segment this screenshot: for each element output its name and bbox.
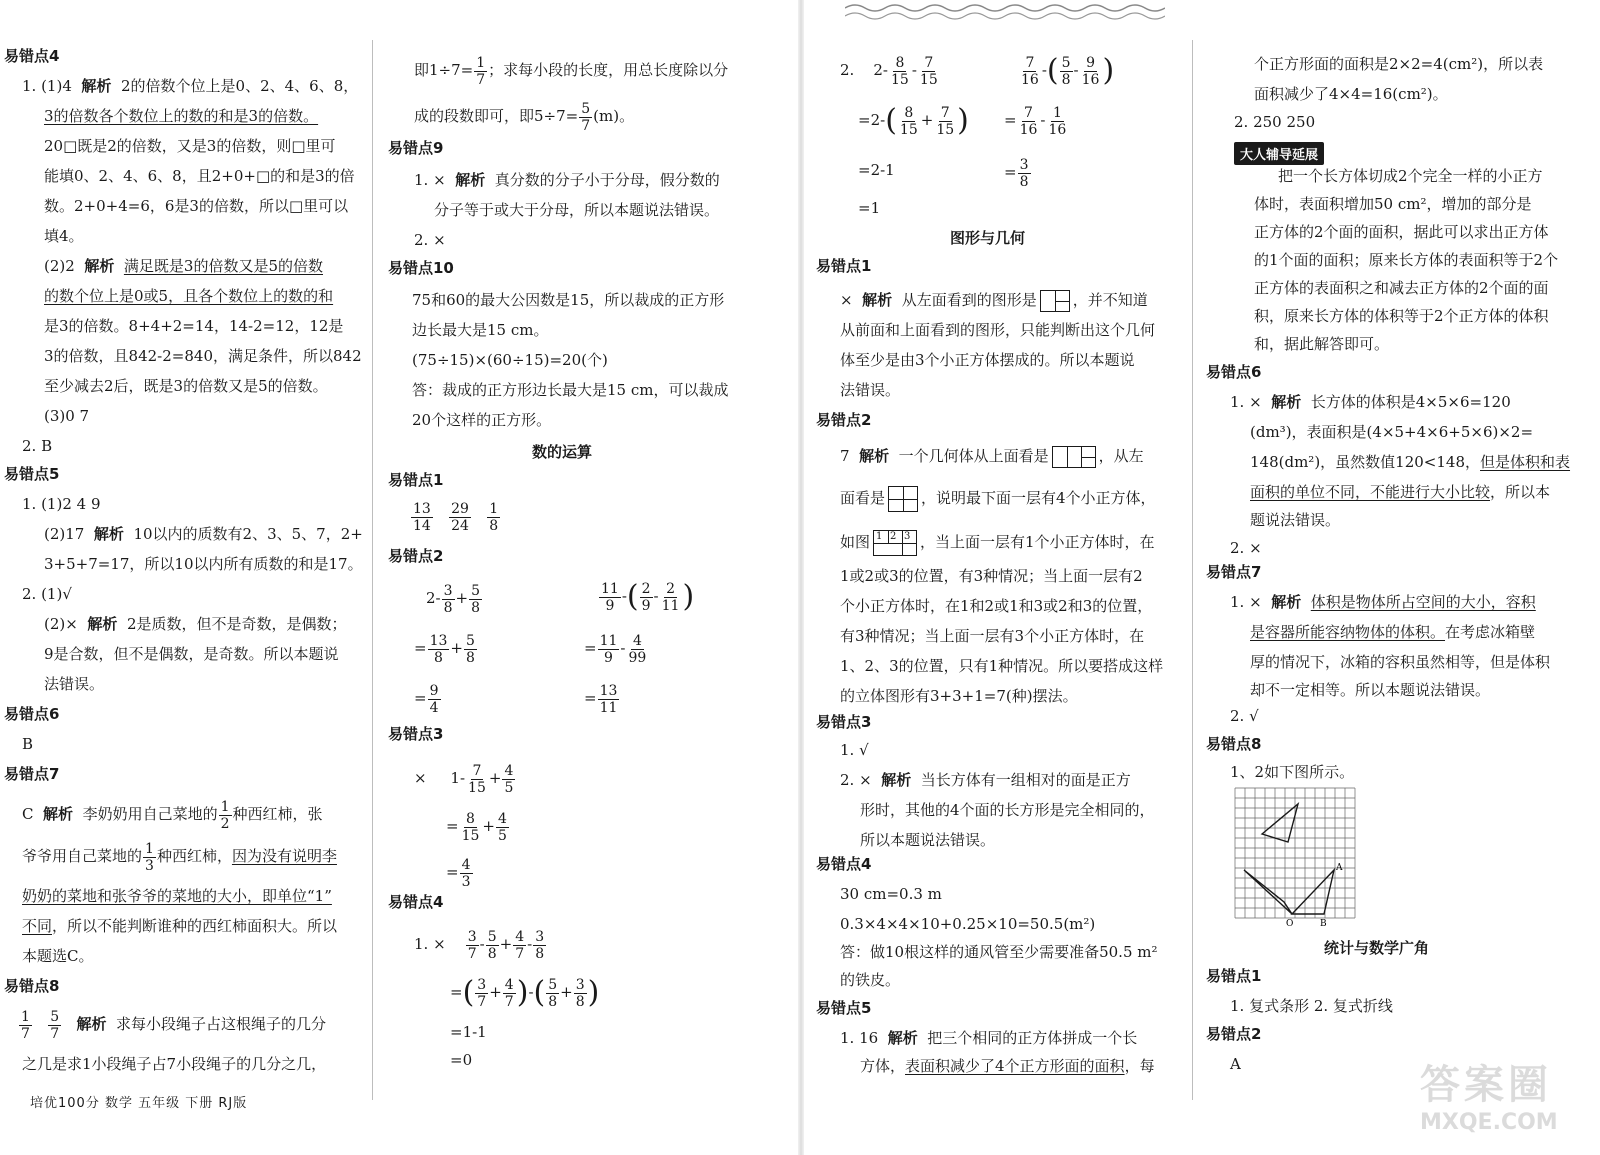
- answer-line: 3的倍数各个数位上的数的和是3的倍数。: [44, 107, 319, 125]
- fraction-answers: $\frac{13}{14}$ $\frac{29}{24}$ $\frac{1}{8}$: [413, 500, 499, 534]
- answer-line: 2. ×: [414, 231, 446, 249]
- answer-line: 爷爷用自己菜地的 $\frac{1}{3}$ 种西红柿，因为没有说明李: [22, 840, 337, 874]
- equation-line: =2-( $\frac{8}{15}$ + $\frac{7}{15}$ ): [858, 103, 969, 138]
- answer-line: 的数个位上是0或5，且各个数位上的数的和: [44, 287, 334, 305]
- answer-line: 2. B: [22, 437, 53, 455]
- answer-line: 如图 1 2 3 ，当上面一层有1个小正方体时，在: [840, 530, 1155, 556]
- answer-line: 从前面和上面看到的图形，只能判断出这个几何: [840, 321, 1156, 339]
- triangle-shape-right: [1292, 870, 1334, 914]
- answer-line: 填4。: [44, 227, 84, 245]
- answer-line: B: [22, 735, 34, 753]
- heading-error-4: 易错点4: [816, 855, 872, 873]
- equation-line: $\frac{7}{16}$ -( $\frac{5}{8}$ - $\frac{9}{16}$ ): [1021, 53, 1115, 88]
- heading-error-8: 易错点8: [4, 977, 60, 995]
- answer-line: 2. 250 250: [1234, 113, 1316, 131]
- equation-line: =2-1: [858, 161, 895, 179]
- heading-error-8: 易错点8: [1206, 735, 1262, 753]
- column-1: [0, 0, 370, 1155]
- answer-line: 20个这样的正方形。: [412, 411, 552, 429]
- answer-line: 1. (1)2 4 9: [22, 495, 101, 513]
- answer-line: 却不一定相等。所以本题说法错误。: [1250, 681, 1491, 699]
- answer-line: 75和60的最大公因数是15，所以裁成的正方形: [412, 291, 725, 309]
- answer-line: 方体，表面积减少了4个正方形面的面积，每: [860, 1057, 1155, 1075]
- heading-error-2: 易错点2: [816, 411, 872, 429]
- heading-error-2: 易错点2: [388, 547, 444, 565]
- equation-line: = $\frac{3}{8}$: [1004, 156, 1029, 190]
- answer-line: 的立体图形有3+3+1=7(种)摆法。: [840, 687, 1078, 705]
- answer-line: $\frac{1}{7}$ $\frac{5}{7}$ 解析 求每小段绳子占这根绳子的几分: [21, 1008, 327, 1042]
- answer-line: 题说法错误。: [1250, 511, 1341, 529]
- page-footer: 培优100分 数学 五年级 下册 RJ版: [30, 1096, 248, 1111]
- answer-line: 2. √: [1230, 707, 1259, 725]
- heading-error-2: 易错点2: [1206, 1025, 1262, 1043]
- answer-line: 9是合数，但不是偶数，是奇数。所以本题说: [44, 645, 339, 663]
- answer-line: 面积的单位不同，不能进行大小比较，所以本: [1250, 483, 1551, 501]
- equation-line: $\frac{11}{9}$ -( $\frac{2}{9}$ - $\frac{2}{11}$ ): [601, 579, 695, 614]
- equation-line: =0: [450, 1051, 473, 1069]
- answer-line: 1或2或3的位置，有3种情况；当上面一层有2: [840, 567, 1143, 585]
- answer-line: 是容器所能容纳物体的体积。在考虑冰箱壁: [1250, 623, 1536, 641]
- answer-line: 个正方形面的面积是2×2=4(cm²)，所以表: [1254, 55, 1544, 73]
- equation-line: = $\frac{13}{11}$: [584, 682, 618, 716]
- answer-line: 厚的情况下，冰箱的容积虽然相等，但是体积: [1250, 653, 1551, 671]
- equation-line: = $\frac{8}{15}$ + $\frac{4}{5}$: [446, 810, 507, 844]
- equation-line: = $\frac{11}{9}$ - $\frac{4}{99}$: [584, 632, 647, 666]
- answer-line: 答：裁成的正方形边长最大是15 cm，可以裁成: [412, 381, 729, 399]
- section-title-number-operations: 数的运算: [532, 443, 593, 461]
- answer-line: 2. ×: [1230, 539, 1262, 557]
- point-b-label: B: [1320, 919, 1327, 929]
- equation-line: × 1- $\frac{7}{15}$ + $\frac{4}{5}$: [414, 762, 514, 796]
- answer-line: 和，据此解答即可。: [1254, 335, 1390, 353]
- column-2: [380, 0, 795, 1155]
- heading-error-6: 易错点6: [1206, 363, 1262, 381]
- answer-line: 的铁皮。: [840, 971, 901, 989]
- answer-line: 法错误。: [44, 675, 105, 693]
- answer-line: 30 cm=0.3 m: [840, 885, 942, 903]
- numbered-grid: 1 2 3: [873, 530, 917, 556]
- answer-line: 2. × 解析 当长方体有一组相对的面是正方: [840, 771, 1131, 789]
- heading-error-1: 易错点1: [816, 257, 872, 275]
- answer-line: 1. × 解析 长方体的体积是4×5×6=120: [1230, 393, 1511, 411]
- answer-line: 法错误。: [840, 381, 901, 399]
- answer-line: 有3种情况；当上面一层有3个小正方体时，在: [840, 627, 1145, 645]
- tutor-extension-badge: 大人辅导延展: [1234, 142, 1324, 165]
- answer-line: 能填0、2、4、6、8，且2+0+□的和是3的倍: [44, 167, 355, 185]
- equation-line: =1: [858, 199, 881, 217]
- answer-line: 边长最大是15 cm。: [412, 321, 549, 339]
- heading-error-3: 易错点3: [388, 725, 444, 743]
- answer-line: 1. × 解析 体积是物体所占空间的大小，容积: [1230, 593, 1536, 611]
- answer-line: 答：做10根这样的通风管至少需要准备50.5 m²: [840, 943, 1158, 961]
- answer-line: 把一个长方体切成2个完全一样的小正方: [1278, 167, 1543, 185]
- equation-line: 2- $\frac{3}{8}$ + $\frac{5}{8}$: [426, 582, 481, 616]
- answer-line: 至少减去2后，既是3的倍数又是5的倍数。: [44, 377, 328, 395]
- answer-line: 20□既是2的倍数，又是3的倍数，则□里可: [44, 137, 336, 155]
- answer-line: (dm³)，表面积是(4×5+4×6+5×6)×2=: [1250, 423, 1534, 441]
- top-view-shape: [1052, 446, 1096, 468]
- section-title-geometry: 图形与几何: [950, 229, 1026, 247]
- answer-line: C 解析 李奶奶用自己菜地的 $\frac{1}{2}$ 种西红柿，张: [22, 798, 323, 832]
- left-view-shape-2: [888, 486, 918, 512]
- heading-error-7: 易错点7: [1206, 563, 1262, 581]
- answer-line: 体时，表面积增加50 cm²，增加的部分是: [1254, 195, 1532, 213]
- answer-line: 个小正方体时，在1和2或1和3或2和3的位置，: [840, 597, 1153, 615]
- book-spine: [798, 0, 804, 1155]
- answer-line: 2. (1)√: [22, 585, 72, 603]
- heading-error-5: 易错点5: [816, 999, 872, 1017]
- answer-line: 3+5+7=17，所以10以内所有质数的和是17。: [44, 555, 363, 573]
- answer-line: 面积减少了4×4=16(cm²)。: [1254, 85, 1448, 103]
- heading-error-5: 易错点5: [4, 465, 60, 483]
- answer-line: 1. (1)4 解析 2的倍数个位上是0、2、4、6、8，: [22, 77, 359, 95]
- answer-line: 正方体的2个面的面积，据此可以求出正方体: [1254, 223, 1549, 241]
- answer-line: 1. √: [840, 741, 869, 759]
- answer-line: 成的段数即可，即5÷7= $\frac{5}{7}$ (m)。: [414, 100, 635, 134]
- answer-line: 积，原来长方体的体积等于2个正方体的体积: [1254, 307, 1549, 325]
- answer-line: (2)17 解析 10以内的质数有2、3、5、7，2+: [44, 525, 363, 543]
- answer-line: (2)2 解析 满足既是3的倍数又是5的倍数: [44, 257, 323, 275]
- equation-line: 1. × $\frac{3}{7}$ - $\frac{5}{8}$ + $\frac{4}{7}$ - $\frac{3}{8}$: [414, 928, 545, 962]
- heading-error-7: 易错点7: [4, 765, 60, 783]
- answer-line: × 解析 从左面看到的图形是 ，并不知道: [840, 290, 1148, 312]
- heading-error-6: 易错点6: [4, 705, 60, 723]
- grid-lines: [1235, 788, 1355, 918]
- answer-line: 即1÷7= $\frac{1}{7}$ ；求每小段的长度，用总长度除以分: [414, 54, 729, 88]
- answer-line: 的1个面的面积；原来长方体的表面积等于2个: [1254, 251, 1559, 269]
- answer-line: 不同，所以不能判断谁种的西红柿面积大。所以: [22, 917, 338, 935]
- answer-line: 0.3×4×4×10+0.25×10=50.5(m²): [840, 915, 1096, 933]
- heading-error-9: 易错点9: [388, 139, 444, 157]
- answer-line: 是3的倍数。8+4+2=14，14-2=12，12是: [44, 317, 344, 335]
- equation-line: 2. 2- $\frac{8}{15}$ - $\frac{7}{15}$: [840, 54, 938, 88]
- answer-line: 形时，其他的4个面的长方形是完全相同的，: [860, 801, 1155, 819]
- answer-line: (75÷15)×(60÷15)=20(个): [412, 351, 608, 369]
- heading-error-10: 易错点10: [388, 259, 454, 277]
- answer-line: 数。2+0+4=6，6是3的倍数，所以□里可以: [44, 197, 349, 215]
- answer-line: A: [1230, 1055, 1241, 1073]
- answer-line: 1. × 解析 真分数的分子小于分母，假分数的: [414, 171, 720, 189]
- left-view-shape: [1040, 290, 1070, 312]
- heading-error-1: 易错点1: [388, 471, 444, 489]
- point-o-label: O: [1286, 919, 1294, 929]
- answer-line: 分子等于或大于分母，所以本题说法错误。: [434, 201, 720, 219]
- answer-line: (3)0 7: [44, 407, 90, 425]
- section-title-statistics: 统计与数学广角: [1324, 939, 1430, 957]
- answer-line: (2)× 解析 2是质数，但不是奇数，是偶数；: [44, 615, 347, 633]
- answer-line: 体至少是由3个小正方体摆成的。所以本题说: [840, 351, 1135, 369]
- column-rule-1: [372, 40, 373, 1100]
- answer-line: 面看是 ，说明最下面一层有4个小正方体，: [840, 486, 1156, 512]
- heading-error-4: 易错点4: [388, 893, 444, 911]
- equation-line: = $\frac{9}{4}$: [414, 682, 439, 716]
- answer-line: 7 解析 一个几何体从上面看是 ，从左: [840, 446, 1144, 468]
- equation-line: = $\frac{4}{3}$: [446, 856, 471, 890]
- column-4: [1198, 0, 1598, 1155]
- heading-error-4: 易错点4: [4, 47, 60, 65]
- answer-line: 148(dm²)，虽然数值120<148，但是体积和表: [1250, 453, 1571, 471]
- answer-line: 1. 复式条形 2. 复式折线: [1230, 997, 1393, 1015]
- heading-error-1: 易错点1: [1206, 967, 1262, 985]
- answer-line: 3的倍数，且842-2=840，满足条件，所以842: [44, 347, 362, 365]
- watermark-logo: 答案圈 MXQE.COM: [1420, 1062, 1558, 1135]
- triangle-shape-top: [1262, 804, 1298, 842]
- equation-line: = $\frac{13}{8}$ + $\frac{5}{8}$: [414, 632, 475, 666]
- heading-error-3: 易错点3: [816, 713, 872, 731]
- grid-transform-diagram: [1232, 786, 1358, 930]
- column-rule-3: [1192, 40, 1193, 1100]
- answer-line: 所以本题说法错误。: [860, 831, 996, 849]
- answer-line: 正方体的表面积之和减去正方体的2个面的面: [1254, 279, 1549, 297]
- answer-line: 1. 16 解析 把三个相同的正方体拼成一个长: [840, 1029, 1138, 1047]
- answer-line: 本题选C。: [22, 947, 94, 965]
- equation-line: =( $\frac{3}{7}$ + $\frac{4}{7}$ )-( $\frac{5}{8}$ + $\frac{3}{8}$ ): [450, 975, 600, 1010]
- answer-line: 之几是求1小段绳子占7小段绳子的几分之几，: [22, 1055, 327, 1073]
- column-3: [810, 0, 1190, 1155]
- answer-line: 1、2如下图所示。: [1230, 763, 1355, 781]
- answer-line: 1、2、3的位置，只有1种情况。所以要搭成这样: [840, 657, 1164, 675]
- answer-line: 奶奶的菜地和张爷爷的菜地的大小，即单位“1”: [22, 887, 332, 905]
- equation-line: = $\frac{7}{16}$ - $\frac{1}{16}$: [1004, 104, 1067, 138]
- point-a-label: A: [1336, 863, 1343, 873]
- equation-line: =1-1: [450, 1023, 487, 1041]
